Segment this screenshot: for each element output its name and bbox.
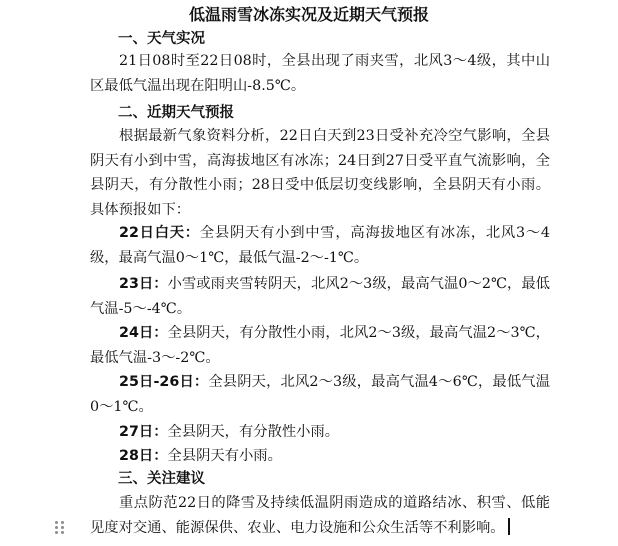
forecast-day-label: 22日白天： [119, 225, 200, 241]
forecast-day-text: 小雪或雨夹雪转阴天，北风2～3级，最高气温0～2℃，最低气温-5～-4℃。 [90, 276, 550, 317]
drag-handle-icon[interactable] [55, 521, 65, 535]
section-heading-suggestions: 三、关注建议 [118, 471, 205, 487]
forecast-day-text: 全县阴天有小雨。 [167, 448, 282, 464]
paragraph-weather-observation: 21日08时至22日08时，全县出现了雨夹雪，北风3～4级，其中山区最低气温出现在阳明山-8.5℃。 [90, 53, 550, 94]
forecast-day-label: 23日： [119, 276, 168, 292]
forecast-day-text: 全县阴天，北风2～3级，最高气温4～6℃，最低气温0～1℃。 [90, 374, 550, 415]
forecast-item [90, 272, 550, 321]
paragraph-forecast-intro: 根据最新气象资料分析，22日白天到23日受补充冷空气影响，全县阴天有小到中雪，高海拔地区有冰冻；24日到27日受平直气流影响，全县阴天，有分散性小雨；28日受中低层切变线影响，全县阴天有小雨。具体预报如下： [90, 128, 550, 218]
forecast-item [90, 321, 550, 370]
text-cursor [508, 518, 510, 535]
document-title: 低温雨雪冰冻实况及近期天气预报 [188, 5, 429, 24]
paragraph-suggestions[interactable] [90, 491, 550, 540]
forecast-day-label: 24日： [119, 325, 168, 341]
forecast-day-label: 25日-26日： [119, 374, 209, 390]
section-heading-weather-observation: 一、天气实况 [118, 31, 205, 47]
forecast-day-text: 全县阴天有小到中雪，高海拔地区有冰冻，北风3～4级，最高气温0～1℃，最低气温-2～-1℃。 [90, 225, 550, 266]
forecast-item [90, 370, 550, 419]
forecast-item [90, 444, 550, 469]
forecast-day-text: 全县阴天，有分散性小雨，北风2～3级，最高气温2～3℃，最低气温-3～-2℃。 [90, 325, 550, 366]
forecast-item [90, 420, 550, 445]
section-heading-forecast: 二、近期天气预报 [118, 105, 234, 121]
paragraph-suggestions-text: 重点防范22日的降雪及持续低温阴雨造成的道路结冰、积雪、低能见度对交通、能源保供、农业、电力设施和公众生活等不利影响。 [90, 495, 550, 536]
forecast-day-label: 27日： [119, 424, 168, 440]
forecast-day-text: 全县阴天，有分散性小雨。 [167, 424, 340, 440]
forecast-item [90, 221, 550, 270]
forecast-day-label: 28日： [119, 448, 168, 464]
